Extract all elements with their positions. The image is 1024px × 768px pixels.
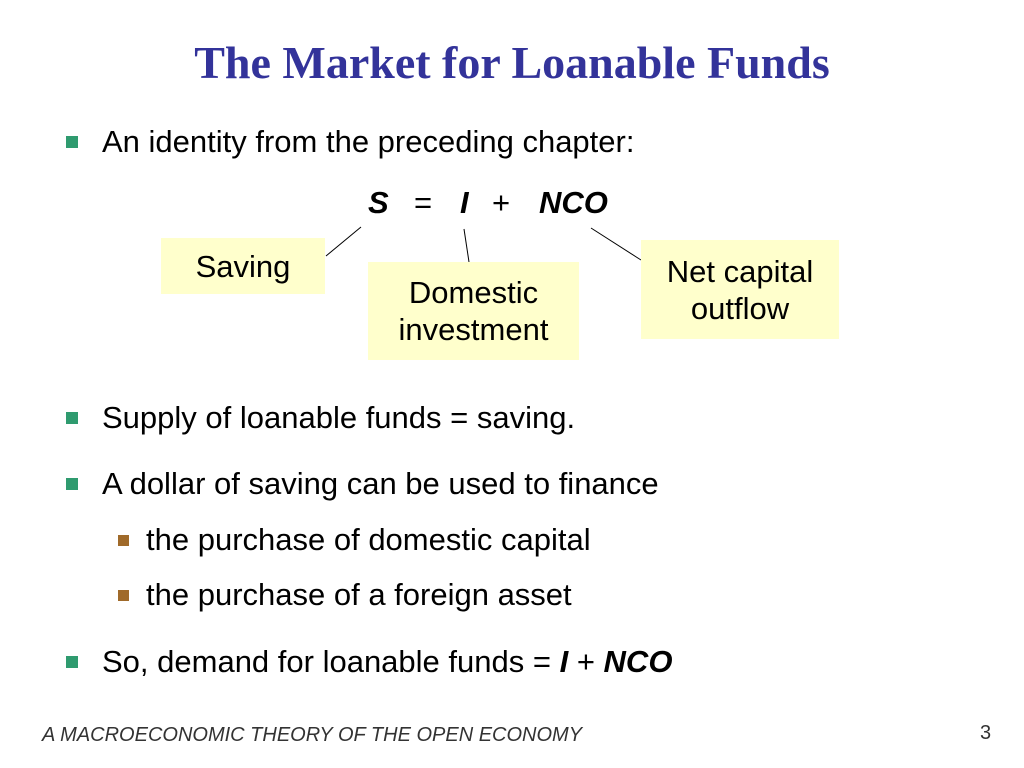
bullet-demand: [66, 644, 672, 680]
equation-equals: =: [414, 185, 433, 220]
equation-S: S: [368, 185, 389, 220]
slide-title: The Market for Loanable Funds: [194, 37, 830, 88]
callout-domestic-investment: Domestic investment: [368, 262, 579, 360]
sub-bullet-text: the purchase of a foreign asset: [146, 577, 572, 612]
bullet-supply: [66, 400, 575, 436]
equation-NCO: NCO: [539, 185, 608, 220]
sub-bullet-marker: [118, 535, 129, 546]
bullet-text: So, demand for loanable funds = I + NCO: [102, 644, 673, 679]
footer-text: A MACROECONOMIC THEORY OF THE OPEN ECONOMY: [42, 724, 583, 746]
bullet-marker: [66, 412, 78, 424]
equation-plus: +: [492, 185, 511, 220]
bullet-text: A dollar of saving can be used to finance: [102, 466, 659, 501]
bullet-text: Supply of loanable funds = saving.: [102, 400, 576, 435]
bullet-marker: [66, 478, 78, 490]
bullet-marker: [66, 656, 78, 668]
bullet-text: An identity from the preceding chapter:: [102, 124, 635, 159]
sub-bullet-foreign-asset: [118, 577, 572, 613]
sub-bullet-text: the purchase of domestic capital: [146, 522, 591, 557]
callout-net-capital-outflow: Net capital outflow: [641, 240, 839, 339]
sub-bullet-marker: [118, 590, 129, 601]
bullet-dollar-of-saving: [66, 466, 659, 502]
slide-number: 3: [980, 722, 992, 744]
sub-bullet-domestic-capital: [118, 522, 591, 558]
callout-saving: Saving: [161, 238, 325, 294]
equation-I: I: [460, 185, 469, 220]
